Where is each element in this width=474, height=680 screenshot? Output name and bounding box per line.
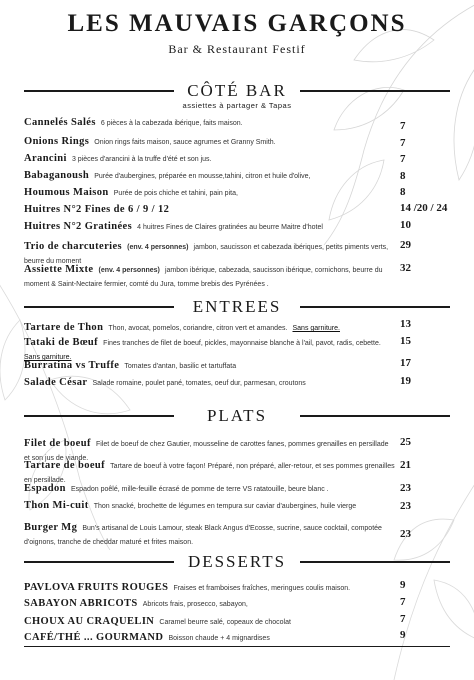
item-description: 4 huitres Fines de Claires gratinées au beurre Maitre d'hotel [137, 224, 323, 231]
item-description: Purée de pois chiche et tahini, pain pita, [113, 190, 238, 197]
item-description: Filet de boeuf de chez Gautier, mousseline de carottes fanes, pommes grenailles en persillade et son jus de viande. [24, 441, 389, 462]
item-price: 7 [400, 596, 406, 608]
item-name: CAFÉ/THÉ ... GOURMAND [24, 632, 164, 643]
item-name: Huitres N°2 Fines de 6 / 9 / 12 [24, 204, 170, 215]
menu-item [24, 375, 396, 389]
item-description: jambon, saucisson et cabezada ibériques, petits piments verts, beurre du moment [24, 244, 389, 265]
item-description: Thon, avocat, pomelos, coriandre, citron vert et amandes. [108, 325, 288, 332]
restaurant-subtitle: Bar & Restaurant Festif [168, 42, 306, 56]
item-price: 25 [400, 436, 411, 448]
item-description: Fines tranches de filet de boeuf, pickles, mayonnaise blanche à l'ail, pavot, radis, cebette. [103, 340, 381, 347]
section-heading-entrees [24, 297, 450, 317]
item-name: Babaganoush [24, 170, 90, 181]
divider [300, 561, 450, 563]
item-name: SABAYON ABRICOTS [24, 598, 138, 609]
item-description: Abricots frais, prosecco, sabayon, [142, 601, 248, 608]
item-description: Bun's artisanal de Louis Lamour, steak Black Angus d'Ecosse, sucrine, sauce cocktail, compotée d'oignons, tranche de cheddar maturé et frites maison. [24, 525, 382, 546]
menu-item [24, 580, 396, 594]
item-description: Salade romaine, poulet pané, tomates, oeuf dur, parmesan, croutons [92, 380, 306, 387]
item-name: Tataki de Bœuf [24, 337, 99, 348]
item-name: Houmous Maison [24, 187, 109, 198]
item-price: 7 [400, 137, 406, 149]
item-price: 23 [400, 500, 411, 512]
restaurant-name: LES MAUVAIS GARÇONS [67, 10, 407, 37]
menu-item [24, 134, 396, 148]
section-heading-cote-bar [24, 81, 450, 101]
item-name: Thon Mi-cuit [24, 500, 89, 511]
bottom-divider [24, 646, 450, 647]
item-description: jambon ibérique, cabezada, saucisson ibérique, cornichons, beurre du moment & Saint-Nectaire fermier, comté du Jura, tomme brebis des Pyrénées . [24, 267, 383, 288]
menu-item [24, 596, 396, 610]
menu-item [24, 481, 396, 495]
item-price: 8 [400, 186, 406, 198]
menu-item [24, 320, 396, 334]
item-description: 3 pièces d'arancini à la truffe d'été et son jus. [71, 156, 212, 163]
menu-item [24, 115, 396, 129]
item-description: Tartare de boeuf à votre façon! Préparé, non préparé, aller-retour, et ses pommes grenailles en persillade. [24, 463, 395, 484]
item-name: Espadon [24, 483, 66, 494]
item-name: Assiette Mixte [24, 264, 94, 275]
menu-item [24, 498, 396, 512]
menu-item [24, 219, 396, 233]
item-price: 32 [400, 262, 411, 274]
item-name: Salade César [24, 377, 88, 388]
item-name: Tartare de boeuf [24, 460, 106, 471]
section-title: PLATS [206, 406, 268, 425]
item-name: Huitres N°2 Gratinées [24, 221, 133, 232]
item-description: 6 pièces à la cabezada ibérique, faits maison. [100, 120, 243, 127]
item-price: 21 [400, 459, 411, 471]
item-name: Cannelés Salés [24, 117, 96, 128]
item-name: Filet de boeuf [24, 438, 91, 449]
menu-item [24, 185, 396, 199]
item-price: 19 [400, 375, 411, 387]
section-title: DESSERTS [187, 552, 287, 571]
menu-item [24, 262, 396, 290]
item-price: 9 [400, 629, 406, 641]
item-note: Sans garniture. [24, 354, 72, 361]
item-name: Onions Rings [24, 136, 90, 147]
divider [300, 415, 450, 417]
divider [300, 90, 450, 92]
item-name: Tartare de Thon [24, 322, 104, 333]
item-price: 13 [400, 318, 411, 330]
item-price: 7 [400, 613, 406, 625]
item-price: 8 [400, 170, 406, 182]
menu-item [24, 151, 396, 165]
item-price: 9 [400, 579, 406, 591]
item-price: 7 [400, 120, 406, 132]
item-price: 23 [400, 482, 411, 494]
item-description: Onion rings faits maison, sauce agrumes et Granny Smith. [94, 139, 276, 146]
item-price: 10 [400, 219, 411, 231]
item-description: Thon snacké, brochette de légumes en tempura sur caviar d'aubergines, huile vierge [93, 503, 357, 510]
section-heading-desserts [24, 552, 450, 572]
menu-item [24, 520, 396, 548]
section-subtitle: assiettes à partager & Tapas [182, 101, 292, 110]
item-price: 14 /20 / 24 [400, 202, 448, 214]
item-portion: (env. 4 personnes) [127, 244, 189, 251]
menu-item [24, 358, 396, 372]
item-description: Caramel beurre salé, copeaux de chocolat [159, 619, 291, 626]
item-description: Purée d'aubergines, préparée en mousse,tahini, citron et huile d'olive, [94, 173, 311, 180]
item-name: Burratina vs Truffe [24, 360, 120, 371]
section-title: ENTREES [192, 297, 282, 316]
item-name: PAVLOVA FRUITS ROUGES [24, 582, 169, 593]
section-title: CÔTÉ BAR [187, 81, 287, 100]
item-name: Burger Mg [24, 522, 78, 533]
item-price: 23 [400, 528, 411, 540]
item-name: Arancini [24, 153, 67, 164]
item-description: Espadon poêlé, mille-feuille écrasé de pomme de terre VS ratatouille, beure blanc . [71, 486, 329, 493]
menu-item [24, 168, 396, 182]
item-price: 17 [400, 357, 411, 369]
item-note: Sans garniture. [292, 325, 340, 332]
divider [300, 306, 450, 308]
item-description: Tomates d'antan, basilic et tartuffata [124, 363, 237, 370]
item-name: CHOUX AU CRAQUELIN [24, 616, 155, 627]
item-price: 15 [400, 335, 411, 347]
item-price: 7 [400, 153, 406, 165]
menu-item [24, 202, 396, 215]
item-price: 29 [400, 239, 411, 251]
item-name: Trio de charcuteries [24, 241, 123, 252]
section-heading-plats [24, 406, 450, 426]
menu-item [24, 614, 396, 628]
item-portion: (env. 4 personnes) [98, 267, 160, 274]
item-description: Fraises et framboises fraîches, meringues coulis maison. [173, 585, 351, 592]
menu-item [24, 630, 396, 644]
item-description: Boisson chaude + 4 mignardises [168, 635, 270, 642]
